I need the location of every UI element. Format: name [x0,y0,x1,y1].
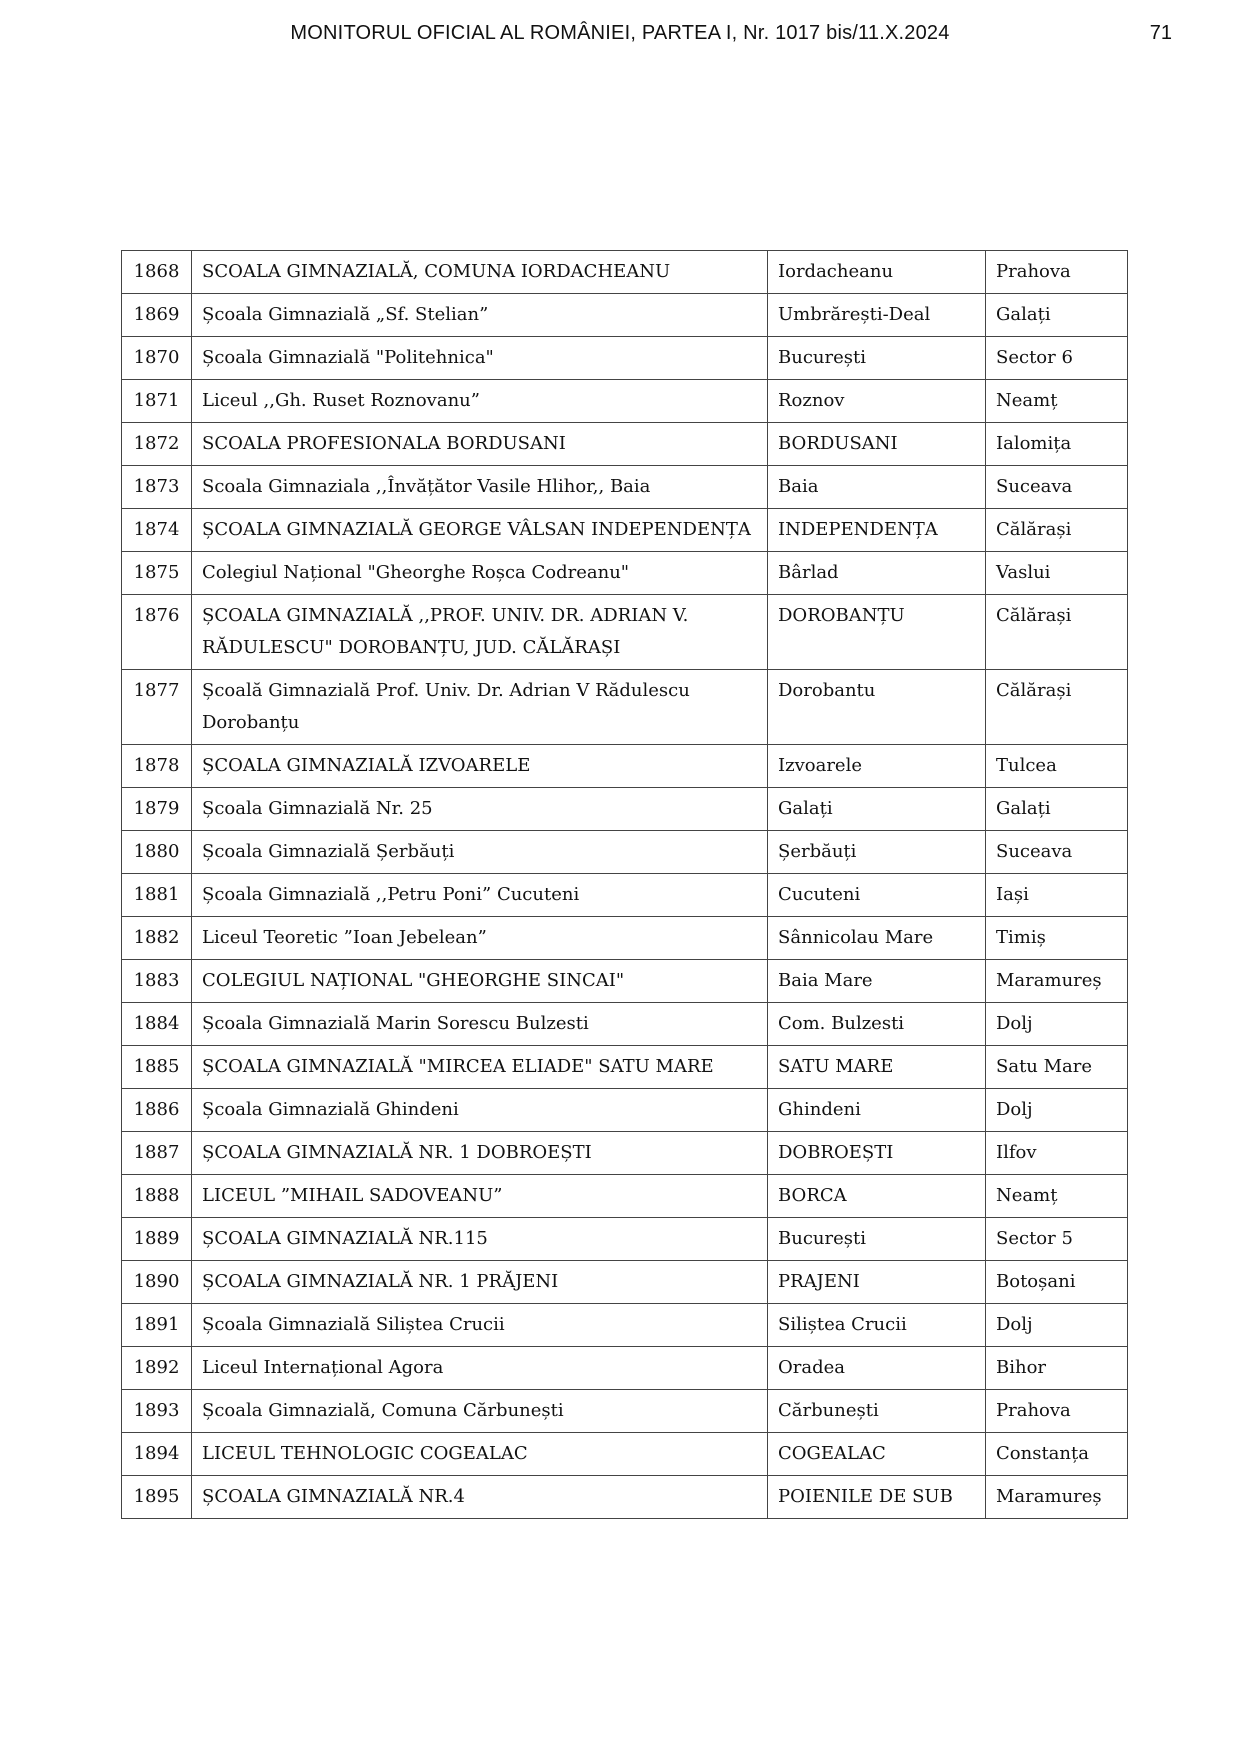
locality-cell: BORDUSANI [768,423,986,466]
school-name-cell: Școala Gimnazială Marin Sorescu Bulzesti [192,1003,768,1046]
county-cell: Dolj [986,1304,1128,1347]
row-number-cell: 1869 [122,294,192,337]
county-cell: Neamț [986,1175,1128,1218]
locality-cell: București [768,337,986,380]
row-number-cell: 1875 [122,552,192,595]
county-cell: Constanța [986,1433,1128,1476]
row-number-cell: 1887 [122,1132,192,1175]
county-cell: Dolj [986,1003,1128,1046]
table-row [122,745,1128,788]
school-name-cell: Liceul ,,Gh. Ruset Roznovanu” [192,380,768,423]
locality-cell: Bârlad [768,552,986,595]
row-number-cell: 1891 [122,1304,192,1347]
row-number-cell: 1889 [122,1218,192,1261]
table-row [122,337,1128,380]
row-number-cell: 1880 [122,831,192,874]
row-number-cell: 1883 [122,960,192,1003]
schools-table-body [122,251,1128,1519]
school-name-cell: Școala Gimnazială Nr. 25 [192,788,768,831]
school-name-cell: ȘCOALA GIMNAZIALĂ NR. 1 DOBROEȘTI [192,1132,768,1175]
school-name-cell: Liceul Teoretic ”Ioan Jebelean” [192,917,768,960]
locality-cell: Cărbunești [768,1390,986,1433]
county-cell: Neamț [986,380,1128,423]
locality-cell: DOROBANȚU [768,595,986,670]
row-number-cell: 1878 [122,745,192,788]
school-name-cell: Colegiul Național "Gheorghe Roșca Codreanu" [192,552,768,595]
table-row [122,831,1128,874]
row-number-cell: 1893 [122,1390,192,1433]
row-number-cell: 1873 [122,466,192,509]
county-cell: Suceava [986,466,1128,509]
table-row [122,917,1128,960]
school-name-cell: ȘCOALA GIMNAZIALĂ NR. 1 PRĂJENI [192,1261,768,1304]
row-number-cell: 1874 [122,509,192,552]
school-name-cell: Școala Gimnazială Siliștea Crucii [192,1304,768,1347]
table-row [122,1003,1128,1046]
county-cell: Tulcea [986,745,1128,788]
school-name-cell: Școala Gimnazială ,,Petru Poni” Cucuteni [192,874,768,917]
school-name-cell: ȘCOALA GIMNAZIALĂ GEORGE VÂLSAN INDEPENDENȚA [192,509,768,552]
school-name-cell: COLEGIUL NAȚIONAL "GHEORGHE SINCAI" [192,960,768,1003]
county-cell: Sector 6 [986,337,1128,380]
county-cell: Călărași [986,595,1128,670]
table-row [122,1218,1128,1261]
school-name-cell: Școala Gimnazială Șerbăuți [192,831,768,874]
row-number-cell: 1885 [122,1046,192,1089]
row-number-cell: 1886 [122,1089,192,1132]
schools-table-container [121,250,1127,1519]
row-number-cell: 1884 [122,1003,192,1046]
schools-table [121,250,1128,1519]
county-cell: Galați [986,788,1128,831]
county-cell: Maramureș [986,960,1128,1003]
table-row [122,670,1128,745]
publication-title: MONITORUL OFICIAL AL ROMÂNIEI, PARTEA I, Nr. 1017 bis/11.X.2024 [290,22,950,44]
school-name-cell: Școala Gimnazială Ghindeni [192,1089,768,1132]
table-row [122,466,1128,509]
locality-cell: Galați [768,788,986,831]
row-number-cell: 1894 [122,1433,192,1476]
table-row [122,1433,1128,1476]
county-cell: Timiș [986,917,1128,960]
school-name-cell: Școala Gimnazială „Sf. Stelian” [192,294,768,337]
county-cell: Satu Mare [986,1046,1128,1089]
county-cell: Vaslui [986,552,1128,595]
county-cell: Călărași [986,509,1128,552]
table-row [122,874,1128,917]
locality-cell: INDEPENDENȚA [768,509,986,552]
table-row [122,595,1128,670]
school-name-cell: ȘCOALA GIMNAZIALĂ IZVOARELE [192,745,768,788]
row-number-cell: 1871 [122,380,192,423]
locality-cell: Șerbăuți [768,831,986,874]
locality-cell: BORCA [768,1175,986,1218]
row-number-cell: 1890 [122,1261,192,1304]
locality-cell: Umbrărești-Deal [768,294,986,337]
locality-cell: PRAJENI [768,1261,986,1304]
table-row [122,1304,1128,1347]
locality-cell: Dorobantu [768,670,986,745]
table-row [122,1476,1128,1519]
school-name-cell: SCOALA PROFESIONALA BORDUSANI [192,423,768,466]
row-number-cell: 1876 [122,595,192,670]
county-cell: Iași [986,874,1128,917]
page-number: 71 [1149,22,1172,44]
row-number-cell: 1868 [122,251,192,294]
locality-cell: COGEALAC [768,1433,986,1476]
row-number-cell: 1872 [122,423,192,466]
locality-cell: SATU MARE [768,1046,986,1089]
locality-cell: DOBROEȘTI [768,1132,986,1175]
county-cell: Călărași [986,670,1128,745]
table-row [122,380,1128,423]
school-name-cell: Școala Gimnazială, Comuna Cărbunești [192,1390,768,1433]
county-cell: Maramureș [986,1476,1128,1519]
table-row [122,294,1128,337]
locality-cell: Baia [768,466,986,509]
locality-cell: Sânnicolau Mare [768,917,986,960]
county-cell: Ilfov [986,1132,1128,1175]
county-cell: Dolj [986,1089,1128,1132]
school-name-cell: LICEUL ”MIHAIL SADOVEANU” [192,1175,768,1218]
row-number-cell: 1888 [122,1175,192,1218]
locality-cell: POIENILE DE SUB [768,1476,986,1519]
row-number-cell: 1882 [122,917,192,960]
county-cell: Galați [986,294,1128,337]
table-row [122,1390,1128,1433]
school-name-cell: Școala Gimnazială "Politehnica" [192,337,768,380]
school-name-cell: ȘCOALA GIMNAZIALĂ NR.4 [192,1476,768,1519]
locality-cell: Izvoarele [768,745,986,788]
locality-cell: Cucuteni [768,874,986,917]
school-name-cell: Scoala Gimnaziala ,,Învățător Vasile Hlihor,, Baia [192,466,768,509]
school-name-cell: Liceul Internațional Agora [192,1347,768,1390]
table-row [122,1089,1128,1132]
school-name-cell: ȘCOALA GIMNAZIALĂ NR.115 [192,1218,768,1261]
table-row [122,509,1128,552]
row-number-cell: 1877 [122,670,192,745]
page-header [0,22,1240,50]
county-cell: Botoșani [986,1261,1128,1304]
table-row [122,1175,1128,1218]
county-cell: Ialomița [986,423,1128,466]
table-row [122,1132,1128,1175]
table-row [122,423,1128,466]
school-name-cell: ȘCOALA GIMNAZIALĂ "MIRCEA ELIADE" SATU MARE [192,1046,768,1089]
table-row [122,960,1128,1003]
county-cell: Suceava [986,831,1128,874]
table-row [122,552,1128,595]
county-cell: Sector 5 [986,1218,1128,1261]
school-name-cell: ȘCOALA GIMNAZIALĂ ,,PROF. UNIV. DR. ADRIAN V. RĂDULESCU" DOROBANȚU, JUD. CĂLĂRAȘI [192,595,768,670]
table-row [122,1261,1128,1304]
locality-cell: Oradea [768,1347,986,1390]
school-name-cell: SCOALA GIMNAZIALĂ, COMUNA IORDACHEANU [192,251,768,294]
locality-cell: Iordacheanu [768,251,986,294]
locality-cell: Baia Mare [768,960,986,1003]
school-name-cell: LICEUL TEHNOLOGIC COGEALAC [192,1433,768,1476]
table-row [122,1347,1128,1390]
county-cell: Prahova [986,251,1128,294]
row-number-cell: 1881 [122,874,192,917]
locality-cell: Ghindeni [768,1089,986,1132]
row-number-cell: 1879 [122,788,192,831]
locality-cell: București [768,1218,986,1261]
table-row [122,788,1128,831]
table-row [122,251,1128,294]
locality-cell: Roznov [768,380,986,423]
row-number-cell: 1892 [122,1347,192,1390]
county-cell: Prahova [986,1390,1128,1433]
table-row [122,1046,1128,1089]
row-number-cell: 1895 [122,1476,192,1519]
row-number-cell: 1870 [122,337,192,380]
locality-cell: Com. Bulzesti [768,1003,986,1046]
locality-cell: Siliștea Crucii [768,1304,986,1347]
school-name-cell: Școală Gimnazială Prof. Univ. Dr. Adrian V Rădulescu Dorobanțu [192,670,768,745]
county-cell: Bihor [986,1347,1128,1390]
